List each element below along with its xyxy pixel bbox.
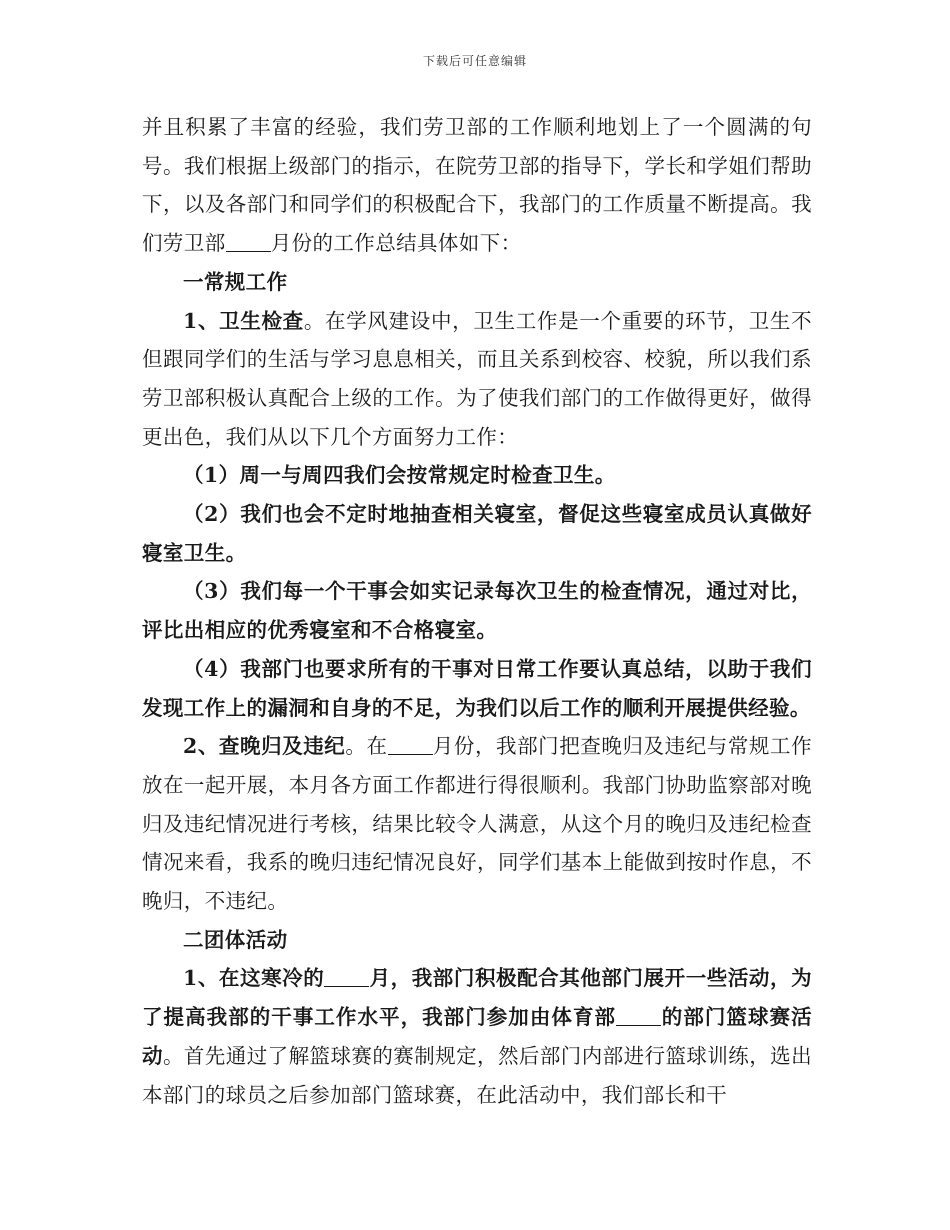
item-text: 。首先通过了解篮球赛的赛制规定，然后部门内部进行篮球训练，选出本部门的球员之后参加部门篮球赛，在此活动中，我们部长和干 [142, 1043, 813, 1107]
item-text-b: 月份，我部门把查晚归及违纪与常规工作放在一起开展，本月各方面工作都进行得很顺利。我部门协助监察部对晚归及违纪情况进行考核，结果比较令人满意，从这个月的晚归及违纪检查情况来看，我系的晚归违纪情况良好，同学们基本上能做到按时作息，不晚归，不违纪。 [142, 734, 812, 914]
section-1-title: 一常规工作 [183, 269, 288, 294]
fill-blank [616, 1007, 661, 1026]
intro-text-b: 月份的工作总结具体如下： [270, 231, 522, 256]
section-2-item-1 [142, 959, 812, 1114]
fill-blank [388, 736, 433, 755]
section-1-item-1 [142, 302, 812, 457]
section-1-item-2 [142, 727, 812, 921]
point-1: （1）周一与周四我们会按常规定时检查卫生。 [183, 463, 616, 488]
point-3: （3）我们每一个干事会如实记录每次卫生的检查情况，通过对比，评比出相应的优秀寝室和不合格寝室。 [142, 579, 812, 643]
point-2: （2）我们也会不定时地抽查相关寝室，督促这些寝室成员认真做好寝室卫生。 [142, 502, 812, 565]
point-4: （4）我部门也要求所有的干事对日常工作要认真总结，以助于我们发现工作上的漏洞和自身的不足，为我们以后工作的顺利开展提供经验。 [142, 656, 812, 720]
item-heading: 1、卫生检查 [183, 308, 304, 333]
section-2-title: 二团体活动 [183, 927, 288, 952]
item-text-a: 。在 [345, 734, 388, 759]
item-bold-c: 的部门篮球赛活动 [142, 1005, 812, 1068]
fill-blank [324, 968, 369, 987]
document-body [142, 108, 812, 1114]
item-bold-a: 1、在这寒冷的 [183, 966, 325, 991]
intro-paragraph [142, 108, 812, 263]
item-bold-b: 月，我部门积极配合其他部门展开一些活动，为了提高我部的干事工作水平，我部门参加由体育部 [142, 966, 812, 1030]
fill-blank [226, 233, 271, 252]
item-text: 。在学风建设中，卫生工作是一个重要的环节，卫生不但跟同学们的生活与学习息息相关，而且关系到校容、校貌，所以我们系劳卫部积极认真配合上级的工作。为了使我们部门的工作做得更好，做得更出色，我们从以下几个方面努力工作： [142, 308, 812, 449]
page-header: 下载后可任意编辑 [422, 54, 527, 68]
item-heading: 2、查晚归及违纪 [183, 734, 346, 759]
intro-text-a: 并且积累了丰富的经验，我们劳卫部的工作顺利地划上了一个圆满的句号。我们根据上级部门的指示，在院劳卫部的指导下，学长和学姐们帮助下，以及各部门和同学们的积极配合下，我部门的工作质量不断提高。我们劳卫部 [142, 115, 812, 256]
